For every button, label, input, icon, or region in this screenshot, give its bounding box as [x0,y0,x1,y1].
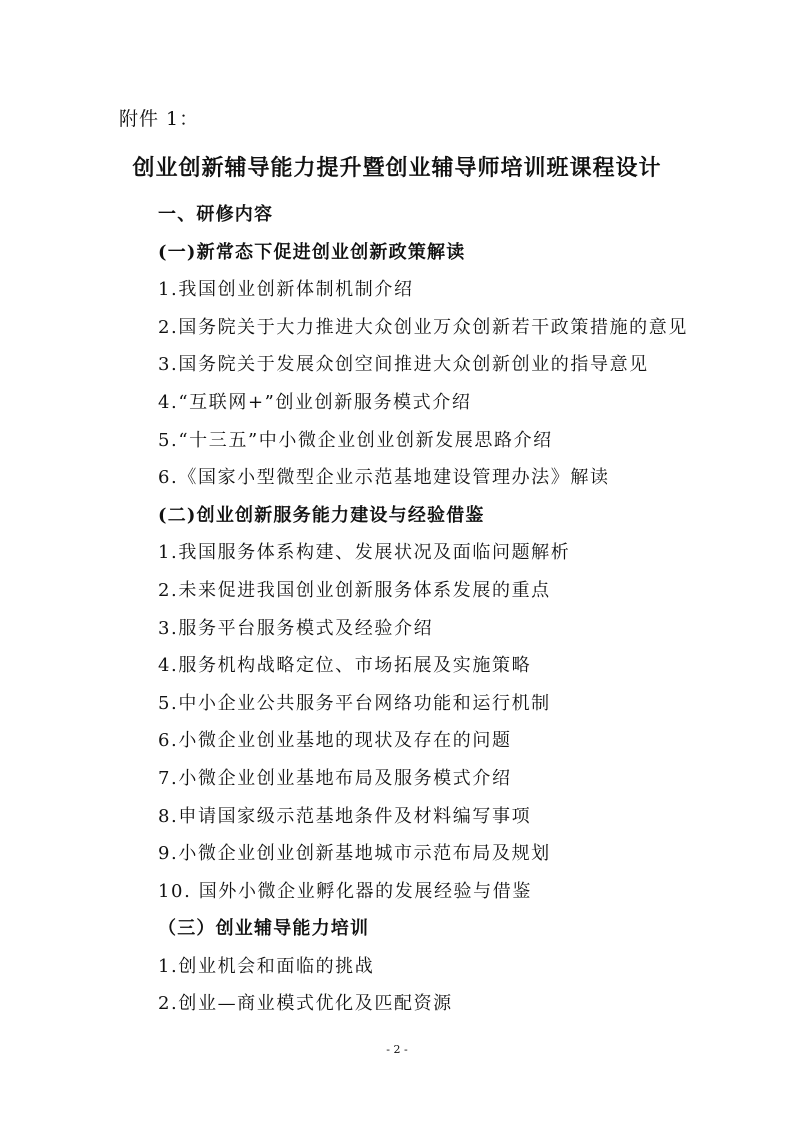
subsection-heading: （三）创业辅导能力培训 [158,918,370,940]
list-item: 1.创业机会和面临的挑战 [158,955,375,977]
list-item: 4.服务机构战略定位、市场拓展及实施策略 [158,655,532,677]
list-item: 1.我国服务体系构建、发展状况及面临问题解析 [158,542,571,564]
list-item: 6.小微企业创业基地的现状及存在的问题 [158,730,512,752]
document-title: 创业创新辅导能力提升暨创业辅导师培训班课程设计 [132,155,662,181]
document-body [158,198,718,1025]
list-item: 5.中小企业公共服务平台网络功能和运行机制 [158,692,551,714]
list-item: 2.未来促进我国创业创新服务体系发展的重点 [158,579,551,601]
list-item: 3.服务平台服务模式及经验介绍 [158,617,434,639]
section-heading: 一、研修内容 [158,204,274,225]
page-number: - 2 - [386,1043,408,1056]
list-item: 10. 国外小微企业孵化器的发展经验与借鉴 [158,880,532,902]
list-item: 6.《国家小型微型企业示范基地建设管理办法》解读 [158,467,610,489]
list-item: 3.国务院关于发展众创空间推进大众创新创业的指导意见 [158,354,649,376]
list-item: 5.“十三五”中小微企业创业创新发展思路介绍 [158,429,553,451]
subsection-heading: (一)新常态下促进创业创新政策解读 [158,241,466,263]
subsection-heading: (二)创业创新服务能力建设与经验借鉴 [158,504,485,526]
list-item: 2.创业—商业模式优化及匹配资源 [158,993,453,1015]
list-item: 1.我国创业创新体制机制介绍 [158,279,414,301]
list-item: 8.申请国家级示范基地条件及材料编写事项 [158,805,532,827]
list-item: 2.国务院关于大力推进大众创业万众创新若干政策措施的意见 [158,316,688,338]
list-item: 4.“互联网+”创业创新服务模式介绍 [158,391,472,413]
attachment-label: 附件 1： [119,108,200,130]
list-item: 9.小微企业创业创新基地城市示范布局及规划 [158,843,551,865]
list-item: 7.小微企业创业基地布局及服务模式介绍 [158,767,512,789]
